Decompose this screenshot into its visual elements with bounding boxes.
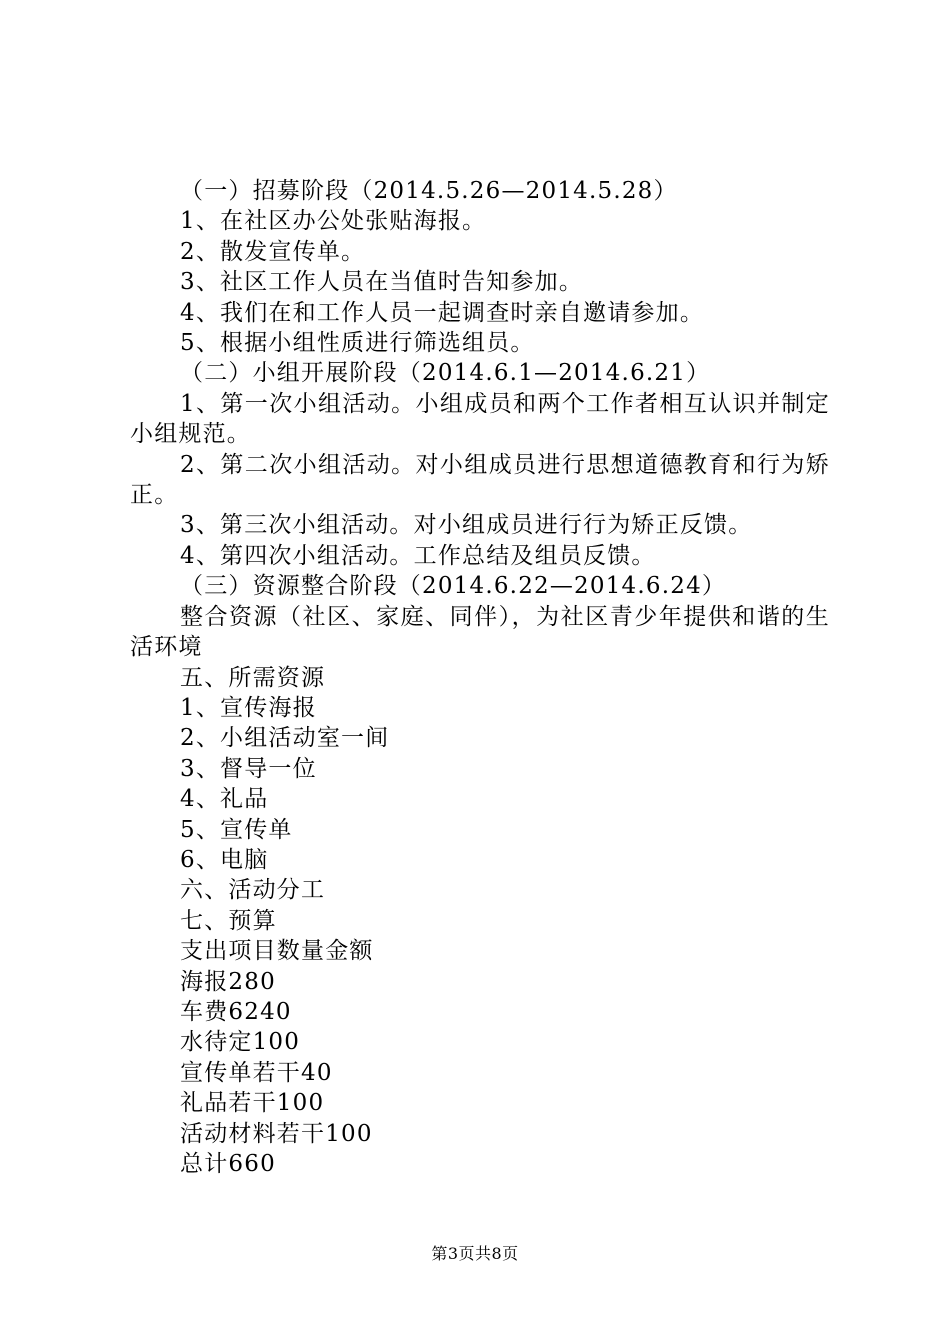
budget-row: 海报280: [180, 968, 276, 995]
list-item: 1、宣传海报: [180, 694, 317, 721]
list-item: 3、第三次小组活动。对小组成员进行行为矫正反馈。: [180, 512, 753, 539]
section-heading-budget: 七、预算: [180, 907, 277, 934]
list-item: 1、第一次小组活动。小组成员和两个工作者相互认识并制定小组规范。: [130, 390, 830, 448]
section-heading-division: 六、活动分工: [180, 877, 326, 904]
budget-row: 水待定100: [180, 1029, 301, 1056]
page-total: 共8页: [475, 1244, 519, 1263]
list-item: 4、礼品: [180, 786, 269, 813]
list-item: 3、社区工作人员在当值时告知参加。: [180, 269, 584, 296]
budget-header: 支出项目数量金额: [180, 938, 374, 965]
list-item: 1、在社区办公处张贴海报。: [180, 208, 487, 235]
list-item: 4、我们在和工作人员一起调查时亲自邀请参加。: [180, 299, 705, 326]
page-number: 第3页: [431, 1244, 475, 1263]
list-item: 4、第四次小组活动。工作总结及组员反馈。: [180, 542, 656, 569]
list-item: 5、宣传单: [180, 816, 293, 843]
page-footer: [0, 1243, 950, 1265]
section-heading-group-stage: （二）小组开展阶段（2014.6.1—2014.6.21）: [180, 360, 711, 387]
section-heading-recruitment: （一）招募阶段（2014.5.26—2014.5.28）: [180, 178, 678, 204]
list-item: 2、小组活动室一间: [180, 725, 390, 752]
list-item: 5、根据小组性质进行筛选组员。: [180, 330, 535, 357]
list-item: 2、散发宣传单。: [180, 238, 366, 265]
list-item: 2、第二次小组活动。对小组成员进行思想道德教育和行为矫正。: [130, 451, 830, 509]
budget-row: 礼品若干100: [180, 1090, 325, 1117]
list-item: 6、电脑: [180, 846, 269, 873]
budget-total: 总计660: [180, 1151, 276, 1177]
budget-row: 宣传单若干40: [180, 1059, 333, 1086]
budget-row: 车费6240: [180, 998, 292, 1025]
section-heading-resource-stage: （三）资源整合阶段（2014.6.22—2014.6.24）: [180, 573, 727, 600]
budget-row: 活动材料若干100: [180, 1120, 373, 1147]
list-item: 3、督导一位: [180, 755, 317, 782]
section-heading-resources: 五、所需资源: [180, 664, 326, 691]
paragraph: 整合资源（社区、家庭、同伴），为社区青少年提供和谐的生活环境: [130, 603, 830, 661]
document-body: [130, 176, 830, 1179]
